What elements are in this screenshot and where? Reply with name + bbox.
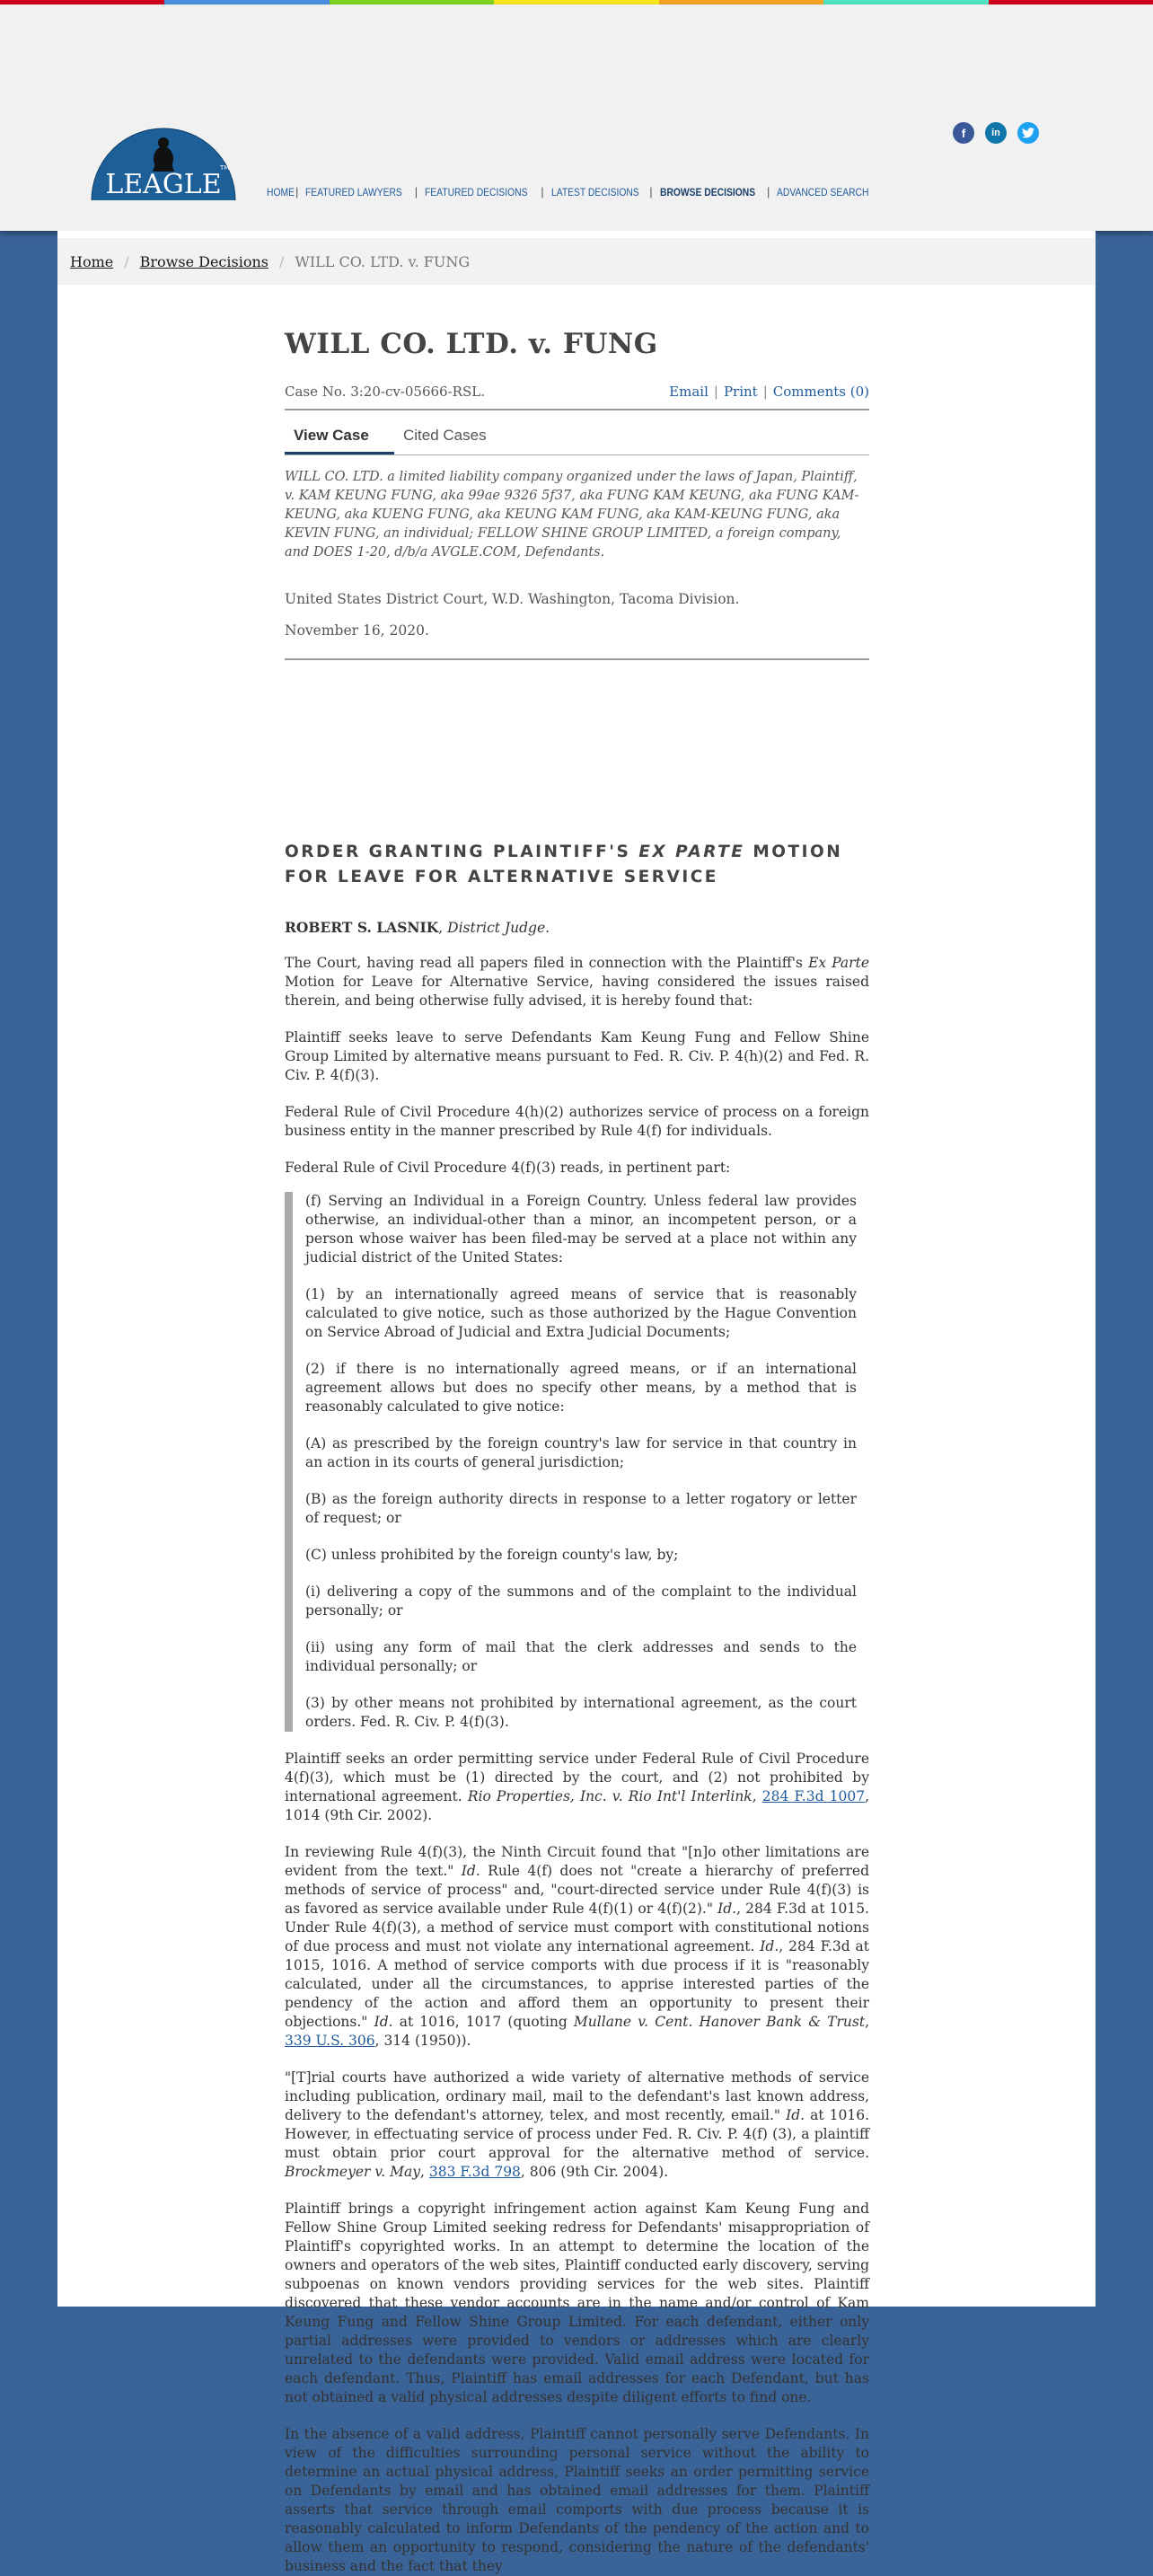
- breadcrumb-browse-decisions[interactable]: Browse Decisions: [139, 252, 268, 270]
- breadcrumb-home[interactable]: Home: [70, 252, 114, 270]
- paragraph: Federal Rule of Civil Procedure 4(f)(3) reads, in pertinent part:: [285, 1160, 731, 1176]
- id-citation: Id.: [786, 2107, 805, 2123]
- case-parties: WILL CO. LTD. a limited liability company organized under the laws of Japan, Plaintiff, v. KAM KEUNG FUNG, aka 99ae 9326 5f37, aka FUNG KAM KEUNG, aka FUNG KAM-KEUNG, aka KUENG FUNG, aka KEUNG KAM FUNG, aka KAM-KEUNG FUNG, aka KEVIN FUNG, an individual; FELLOW SHINE GROUP LIMITED, a foreign company, and DOES 1-20, d/b/a AVGLE.COM, Defendants.: [285, 470, 859, 560]
- nav-browse-decisions[interactable]: BROWSE DECISIONS: [659, 185, 755, 198]
- nav-advanced-search[interactable]: ADVANCED SEARCH: [777, 185, 869, 198]
- case-content: [285, 321, 869, 2576]
- id-citation: Id.: [374, 2014, 393, 2030]
- id-citation: Id.: [760, 1938, 779, 1954]
- quote-paragraph: (B) as the foreign authority directs in response to a letter rogatory or letter of request; or: [305, 1491, 857, 1526]
- quote-paragraph: (1) by an internationally agreed means of service that is reasonably calculated to give notice, such as those authorized by the Hague Convention on Service Abroad of Judicial and Extra Judicial Documents;: [305, 1286, 857, 1340]
- paragraph: [285, 1843, 869, 2051]
- text: , 806 (9th Cir. 2004).: [520, 2164, 669, 2180]
- case-tabs: [285, 423, 869, 455]
- text: ,: [419, 2164, 429, 2180]
- facebook-icon[interactable]: f: [953, 122, 974, 144]
- paragraph: Plaintiff seeks leave to serve Defendants Kam Keung Fung and Fellow Shine Group Limited by alternative means pursuant to Fed. R. Civ. P. 4(h)(2) and Fed. R. Civ. P. 4(f)(3).: [285, 1029, 869, 1083]
- text: Rule 4(f) does not "create a hierarchy of preferred methods of service of process" and, "court-directed service under Rule 4(f)(3) is as favored as service available under Rule 4(f)(1) or 4(f)(2).": [285, 1863, 870, 1917]
- quote-paragraph: (C) unless prohibited by the foreign county's law, by;: [305, 1547, 679, 1563]
- breadcrumb-current: WILL CO. LTD. v. FUNG: [295, 252, 471, 270]
- court-name: United States District Court, W.D. Washington, Tacoma Division.: [285, 591, 740, 607]
- social-links: [953, 122, 1039, 144]
- quote-paragraph: (i) delivering a copy of the summons and of the complaint to the individual personally; or: [305, 1584, 857, 1619]
- judge-line: ROBERT S. LASNIK, District Judge.: [285, 919, 550, 936]
- nav-separator: |: [767, 185, 770, 198]
- judge-name: ROBERT S. LASNIK: [285, 919, 439, 936]
- breadcrumb: [57, 238, 1096, 285]
- case-meta: [285, 384, 869, 410]
- nav-featured-decisions[interactable]: FEATURED DECISIONS: [425, 185, 528, 198]
- paragraph: [285, 2069, 869, 2182]
- citation-link[interactable]: 284 F.3d 1007: [761, 1788, 866, 1804]
- paragraph: Plaintiff brings a copyright infringement action against Kam Keung Fung and Fellow Shine Group Limited seeking redress for Defendants' misappropriation of Plaintiff's copyrighted works. In an attempt to determine the location of the owners and operators of the web sites, Plaintiff conducted early discovery, serving subpoenas on known vendors providing services for the web sites. Plaintiff discovered that these vendor accounts are in the name and/or control of Kam Keung Fung and Fellow Shine Group Limited. For each defendant, either only partial addresses were provided to vendors or addresses which are clearly unrelated to the defendants were provided. Valid email address were located for each defendant. Thus, Plaintiff has email addresses for each Defendant, but has not obtained a valid physical addresses despite diligent efforts to find one.: [285, 2201, 869, 2405]
- text: , 284 F.3d at 1015. Under Rule 4(f)(3), a method of service must comport with constitutional notions of due process and must not violate any international agreement.: [285, 1901, 869, 1954]
- text: , 314 (1950)).: [374, 2033, 471, 2049]
- text: , 1014 (9th Cir. 2002).: [285, 1788, 870, 1823]
- nav-featured-lawyers[interactable]: FEATURED LAWYERS: [305, 185, 403, 198]
- breadcrumb-divider: /: [278, 252, 285, 270]
- text: ,: [752, 1788, 762, 1804]
- tab-cited-cases[interactable]: Cited Cases: [403, 427, 487, 444]
- action-separator: |: [762, 384, 768, 400]
- order-title: [285, 840, 869, 890]
- nav-latest-decisions[interactable]: LATEST DECISIONS: [550, 185, 639, 198]
- leagle-logo[interactable]: [90, 121, 238, 200]
- linkedin-icon[interactable]: in: [985, 122, 1007, 144]
- rule-quote: [285, 1192, 869, 1732]
- case-citation: Mullane v. Cent. Hanover Bank & Trust: [573, 2014, 866, 2030]
- case-citation: Brockmeyer v. May: [285, 2164, 420, 2180]
- breadcrumb-divider: /: [124, 252, 129, 270]
- site-header: [0, 4, 1153, 231]
- twitter-icon[interactable]: [1017, 122, 1039, 144]
- main-nav: [267, 185, 885, 198]
- nav-separator: |: [541, 185, 544, 198]
- quote-paragraph: (3) by other means not prohibited by international agreement, as the court orders. Fed. R. Civ. P. 4(f)(3).: [305, 1695, 857, 1730]
- tab-view-case[interactable]: View Case: [285, 423, 394, 454]
- quote-paragraph: (ii) using any form of mail that the clerk addresses and sends to the individual personally; or: [305, 1639, 857, 1674]
- decision-date: November 16, 2020.: [285, 622, 429, 639]
- text: Motion for Leave for Alternative Service, having considered the issues raised therein, and being otherwise fully advised, it is hereby found that:: [285, 974, 869, 1009]
- case-number: Case No. 3:20-cv-05666-RSL.: [285, 384, 485, 400]
- citation-link[interactable]: 339 U.S. 306: [285, 2033, 375, 2049]
- paragraph: [285, 1750, 869, 1825]
- text-emphasis: Ex Parte: [808, 955, 869, 971]
- quote-paragraph: (A) as prescribed by the foreign country's law for service in that country in an action in its courts of general jurisdiction;: [305, 1435, 857, 1470]
- text: Plaintiff seeks an order permitting service under Federal Rule of Civil Procedure 4(f)(3), which must be (1) directed by the court, and (2) not prohibited by international agreement.: [285, 1751, 869, 1804]
- divider: [285, 658, 869, 660]
- print-link[interactable]: Print: [723, 384, 758, 400]
- case-citation: Rio Properties, Inc. v. Rio Int'l Interlink: [467, 1788, 753, 1804]
- case-actions: [669, 384, 869, 400]
- order-title-start: ORDER GRANTING PLAINTIFF'S: [285, 842, 639, 861]
- text: ,: [865, 2014, 869, 2030]
- logo-tm: TM: [220, 164, 230, 172]
- citation-link[interactable]: 383 F.3d 798: [428, 2164, 521, 2180]
- logo-text: LEAGLE: [105, 169, 222, 200]
- id-citation: Id.: [461, 1863, 480, 1879]
- nav-home[interactable]: HOME: [267, 185, 295, 198]
- text: In reviewing Rule 4(f)(3), the Ninth Circuit found that "[n]o other limitations are evident from the text.": [285, 1844, 869, 1879]
- text: The Court, having read all papers filed in connection with the Plaintiff's: [285, 955, 809, 971]
- quote-paragraph: (f) Serving an Individual in a Foreign Country. Unless federal law provides otherwise, an individual-other than a minor, an incompetent person, or a person whose waiver has been filed-may be served at a place not within any judicial district of the United States:: [305, 1193, 857, 1266]
- order-title-end: MOTION FOR LEAVE FOR ALTERNATIVE SERVICE: [285, 842, 843, 887]
- paragraph: In the absence of a valid address, Plaintiff cannot personally serve Defendants. In view of the difficulties surrounding personal service without the ability to determine an actual physical address, Plaintiff seeks an order permitting service on Defendants by email and has obtained email addresses for them. Plaintiff asserts that service through email comports with due process because it is reasonably calculated to inform Defendants of the pendency of the action and to allow them an opportunity to respond, considering the nature of the defendants' business and the fact that they: [285, 2426, 869, 2574]
- order-title-emphasis: EX PARTE: [638, 842, 745, 861]
- paragraph: [285, 954, 869, 1010]
- action-separator: |: [713, 384, 718, 400]
- text: at 1016, 1017 (quoting: [392, 2014, 574, 2030]
- quote-paragraph: (2) if there is no internationally agreed means, or if an international agreement allows but does no specify other means, by a method that is reasonably calculated to give notice:: [305, 1361, 857, 1415]
- case-title: WILL CO. LTD. v. FUNG: [285, 328, 658, 360]
- paragraph: Federal Rule of Civil Procedure 4(h)(2) authorizes service of process on a foreign business entity in the manner prescribed by Rule 4(f) for individuals.: [285, 1104, 869, 1139]
- nav-separator: |: [295, 185, 299, 198]
- page-container: [57, 231, 1096, 2574]
- text: at 1016. However, in effectuating service of process under Fed. R. Civ. P. 4(f) (3), a plaintiff must obtain prior court approval for the alternative method of service.: [285, 2107, 869, 2161]
- text: "[T]rial courts have authorized a wide variety of alternative methods of service including publication, ordinary mail, mail to the defendant's last known address, delivery to the defendant's attorney, telex, and most recently, email.": [285, 2069, 869, 2123]
- text: , 284 F.3d at 1015, 1016. A method of service comports with due process if it is "reasonably calculated, under all the circumstances, to apprise interested parties of the pendency of the action and afford them an opportunity to present their objections.": [285, 1938, 869, 2030]
- comments-link[interactable]: Comments (0): [772, 384, 869, 400]
- opinion-body: [285, 954, 869, 2576]
- judge-title: District Judge.: [447, 920, 550, 936]
- nav-separator: |: [414, 185, 418, 198]
- id-citation: Id.: [717, 1901, 737, 1917]
- email-link[interactable]: Email: [669, 384, 709, 400]
- nav-separator: |: [649, 185, 653, 198]
